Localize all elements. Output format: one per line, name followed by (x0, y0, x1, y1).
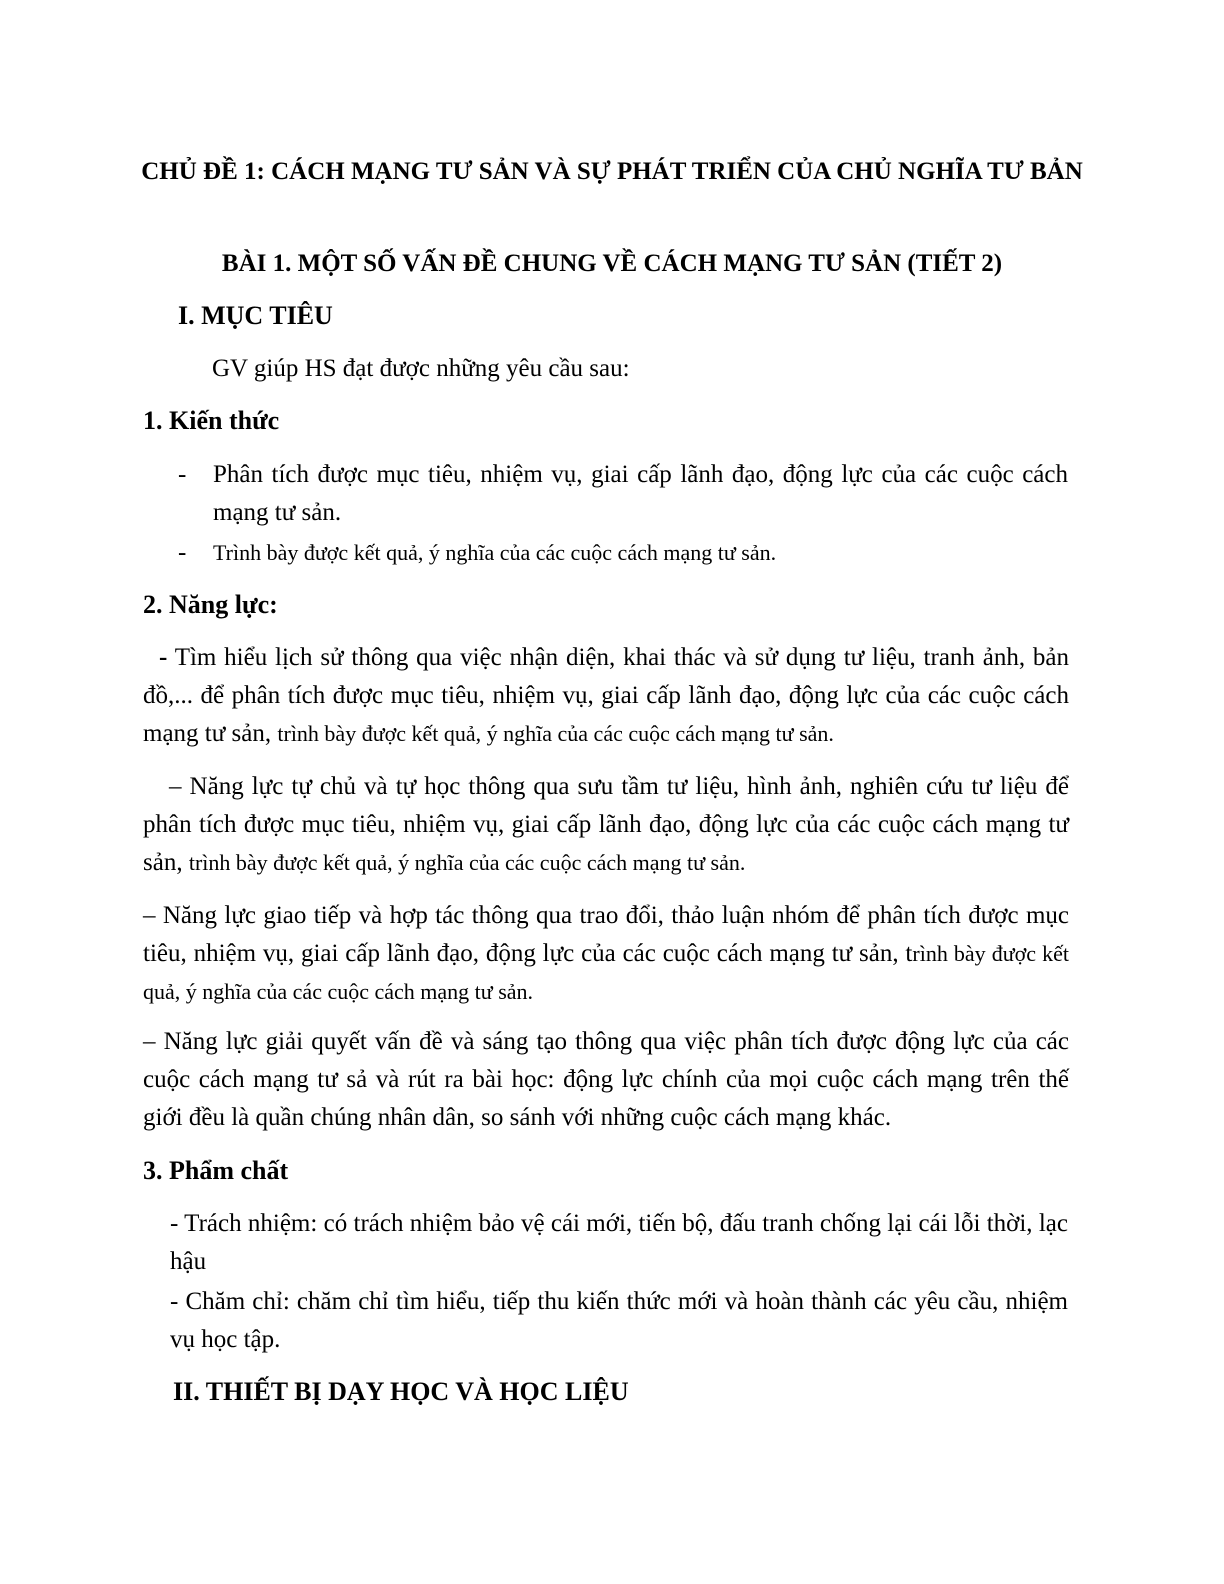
competence-paragraph-4: – Năng lực giải quyết vấn đề và sáng tạo thông qua việc phân tích được động lực của các cuộc cách mạng tư sả và rút ra bài học: động lực chính của mọi cuộc cách mạng trên thế giới đều là quần chúng nhân dân, so sánh với những cuộc cách mạng khác. (143, 1028, 1069, 1131)
competence-p1-text: Tìm hiểu lịch sử thông qua việc nhận diện, khai thác và sử dụng tư liệu, tranh ảnh, bản đồ,... để phân tích được mục tiêu, nhiệm vụ, giai cấp lãnh đạo, động lực của các cuộc cách mạng tư sản, (143, 644, 1069, 747)
competence-p2-text: – Năng lực tự chủ và tự học thông qua sưu tầm tư liệu, hình ảnh, nghiên cứu tư liệu để phân tích được mục tiêu, nhiệm vụ, giai cấp lãnh đạo, động lực của các cuộc cách mạng tư sản, (143, 773, 1069, 876)
subheading-knowledge: 1. Kiến thức (143, 406, 280, 435)
knowledge-item-2: Trình bày được kết quả, ý nghĩa của các cuộc cách mạng tư sản. (213, 540, 777, 565)
competence-p1-tail: trình bày được kết quả, ý nghĩa của các cuộc cách mạng tư sản. (277, 721, 834, 746)
competence-p2-tail: trình bày được kết quả, ý nghĩa của các cuộc cách mạng tư sản. (188, 850, 746, 875)
section-heading-equipment: II. THIẾT BỊ DẠY HỌC VÀ HỌC LIỆU (173, 1377, 629, 1406)
competence-p3-tail: rình bày được kết quả, ý nghĩa của các cuộc cách mạng tư sản. (143, 941, 1070, 1004)
subheading-qualities: 3. Phẩm chất (143, 1156, 289, 1185)
knowledge-item-1: Phân tích được mục tiêu, nhiệm vụ, giai cấp lãnh đạo, động lực của các cuộc cách mạng tư sản. (213, 461, 1068, 526)
objectives-intro: GV giúp HS đạt được những yêu cầu sau: (212, 355, 630, 382)
subheading-competence: 2. Năng lực: (143, 590, 278, 619)
competence-paragraph-2 (143, 768, 1069, 882)
quality-item-2: - Chăm chỉ: chăm chỉ tìm hiểu, tiếp thu kiến thức mới và hoàn thành các yêu cầu, nhiệm vụ học tập. (170, 1288, 1068, 1353)
competence-p3-text: – Năng lực giao tiếp và hợp tác thông qua trao đổi, thảo luận nhóm để phân tích được mục tiêu, nhiệm vụ, giai cấp lãnh đạo, động lực của các cuộc cách mạng tư sản, t (143, 902, 1069, 967)
competence-paragraph-3 (143, 897, 1069, 1011)
competence-paragraph-1 (143, 639, 1069, 753)
section-heading-objectives: I. MỤC TIÊU (178, 301, 333, 330)
dash-marker: - (159, 644, 168, 671)
topic-title: CHỦ ĐỀ 1: CÁCH MẠNG TƯ SẢN VÀ SỰ PHÁT TRIỂN CỦA CHỦ NGHĨA TƯ BẢN (141, 158, 1083, 185)
lesson-title: BÀI 1. MỘT SỐ VẤN ĐỀ CHUNG VỀ CÁCH MẠNG TƯ SẢN (TIẾT 2) (221, 250, 1003, 277)
quality-item-1: - Trách nhiệm: có trách nhiệm bảo vệ cái mới, tiến bộ, đấu tranh chống lại cái lỗi thời, lạc hậu (170, 1210, 1068, 1275)
bullet-marker: - (178, 461, 187, 488)
bullet-marker: - (178, 539, 187, 566)
